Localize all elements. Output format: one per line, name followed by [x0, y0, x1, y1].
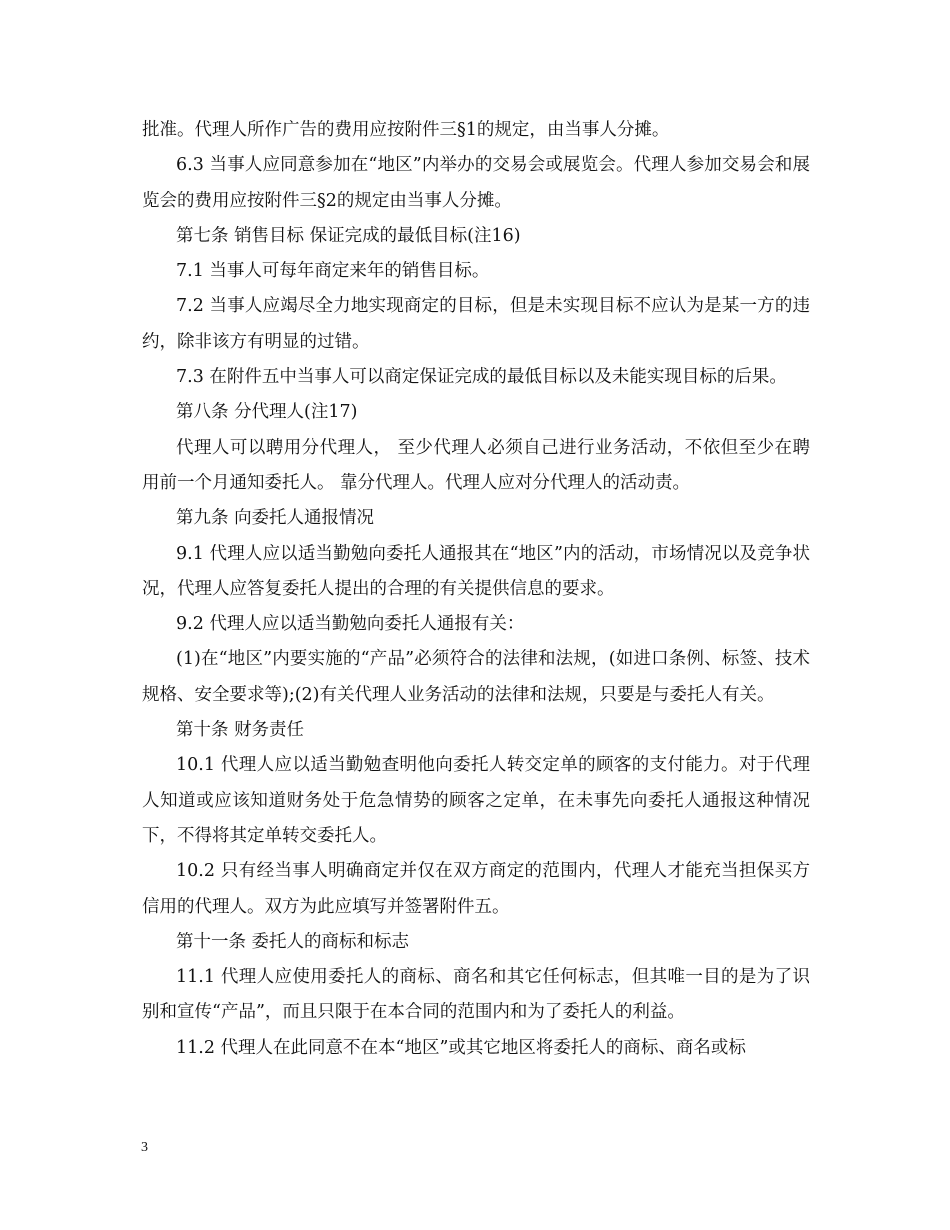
paragraph: 7.2 当事人应竭尽全力地实现商定的目标，但是未实现目标不应认为是某一方的违约，除非该方有明显的过错。: [142, 296, 810, 352]
paragraph: 7.1 当事人可每年商定来年的销售目标。: [176, 261, 490, 282]
paragraph: 代理人可以聘用分代理人， 至少代理人必须自己进行业务活动，不依但至少在聘用前一个月通知委托人。 靠分代理人。代理人应对分代理人的活动责。: [142, 437, 810, 493]
paragraph: 第九条 向委托人通报情况: [176, 508, 375, 529]
paragraph: 10.2 只有经当事人明确商定并仅在双方商定的范围内，代理人才能充当担保买方信用的代理人。双方为此应填写并签署附件五。: [142, 861, 810, 917]
paragraph: 第十一条 委托人的商标和标志: [176, 931, 410, 952]
paragraph: 9.1 代理人应以适当勤勉向委托人通报其在“地区”内的活动，市场情况以及竞争状况，代理人应答复委托人提出的合理的有关提供信息的要求。: [142, 543, 810, 599]
document-body: [142, 113, 810, 1066]
paragraph: 第十条 财务责任: [176, 720, 305, 741]
paragraph: 第八条 分代理人(注17): [176, 402, 358, 423]
paragraph: 7.3 在附件五中当事人可以商定保证完成的最低目标以及未能实现目标的后果。: [176, 367, 787, 388]
paragraph: 11.1 代理人应使用委托人的商标、商名和其它任何标志，但其唯一目的是为了识别和宣传“产品”，而且只限于在本合同的范围内和为了委托人的利益。: [142, 967, 810, 1023]
page-number: 3: [141, 1140, 148, 1155]
paragraph: (1)在“地区”内要实施的“产品”必须符合的法律和法规，(如进口条例、标签、技术规格、安全要求等);(2)有关代理人业务活动的法律和法规，只要是与委托人有关。: [142, 649, 810, 705]
paragraph: 10.1 代理人应以适当勤勉查明他向委托人转交定单的顾客的支付能力。对于代理人知道或应该知道财务处于危急情势的顾客之定单，在未事先向委托人通报这种情况下，不得将其定单转交委托人。: [142, 755, 810, 846]
paragraph: 批准。代理人所作广告的费用应按附件三§1的规定，由当事人分摊。: [142, 120, 670, 140]
paragraph: 6.3 当事人应同意参加在“地区”内举办的交易会或展览会。代理人参加交易会和展览会的费用应按附件三§2的规定由当事人分摊。: [142, 155, 810, 211]
paragraph: 第七条 销售目标 保证完成的最低目标(注16): [176, 225, 521, 246]
paragraph: 11.2 代理人在此同意不在本“地区”或其它地区将委托人的商标、商名或标: [176, 1037, 746, 1058]
paragraph: 9.2 代理人应以适当勤勉向委托人通报有关：: [176, 614, 525, 635]
